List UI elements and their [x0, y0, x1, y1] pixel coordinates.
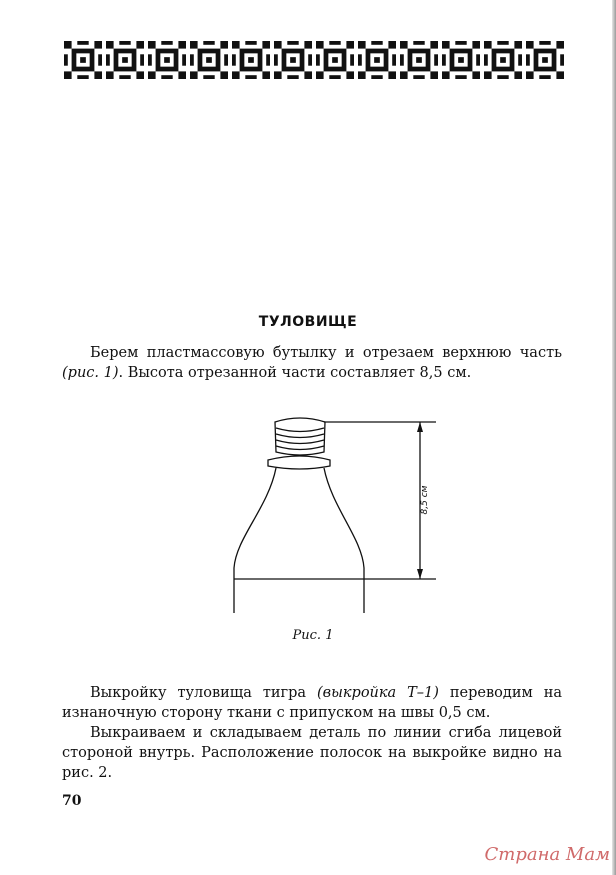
ornament-icon — [316, 41, 354, 79]
ornament-border — [64, 38, 564, 82]
ornament-icon — [526, 41, 564, 79]
ornament-icon — [190, 41, 228, 79]
page-number: 70 — [62, 793, 82, 809]
paragraph-1-text-a: Берем пластмассовую бутылку и отрезаем верхнюю часть — [90, 345, 562, 361]
ornament-icon — [358, 41, 396, 79]
ornament-icon — [400, 41, 438, 79]
paragraph-3 — [62, 723, 562, 783]
page-edge-shadow — [612, 0, 616, 875]
ornament-icon — [106, 41, 144, 79]
ornament-icon — [484, 41, 522, 79]
bottle-body — [234, 468, 364, 613]
ornament-icon — [442, 41, 480, 79]
paragraph-2 — [62, 683, 562, 723]
paragraph-1-text-b: . Высота отрезанной части составляет 8,5 см. — [118, 365, 472, 381]
paragraph-1 — [62, 343, 562, 383]
figure-reference: (рис. 1) — [62, 365, 119, 381]
paragraph-3-text: Выкраиваем и складываем деталь по линии сгиба лицевой стороной внутрь. Расположение полосок на выкройке видно на рис. 2. — [62, 725, 562, 781]
paragraph-2-text-b: переводим на изнаночную сторону ткани с припуском на швы 0,5 см. — [62, 685, 562, 721]
bottle-figure — [220, 408, 450, 618]
paragraph-2-text-a: Выкройку туловища тигра — [90, 685, 317, 701]
figure-caption: Рис. 1 — [292, 628, 334, 643]
section-title: ТУЛОВИЩЕ — [258, 314, 358, 330]
ornament-icon — [148, 41, 186, 79]
pattern-reference: (выкройка Т–1) — [316, 685, 439, 701]
bottle-neck-ring — [268, 456, 330, 469]
dimension-arrow-bottom — [417, 569, 423, 579]
ornament-icon — [64, 41, 102, 79]
dimension-arrow-top — [417, 422, 423, 432]
ornament-icon — [274, 41, 312, 79]
dimension-label: 8,5 см — [420, 485, 430, 515]
ornament-icon — [232, 41, 270, 79]
watermark: Страна Мам — [484, 844, 610, 865]
